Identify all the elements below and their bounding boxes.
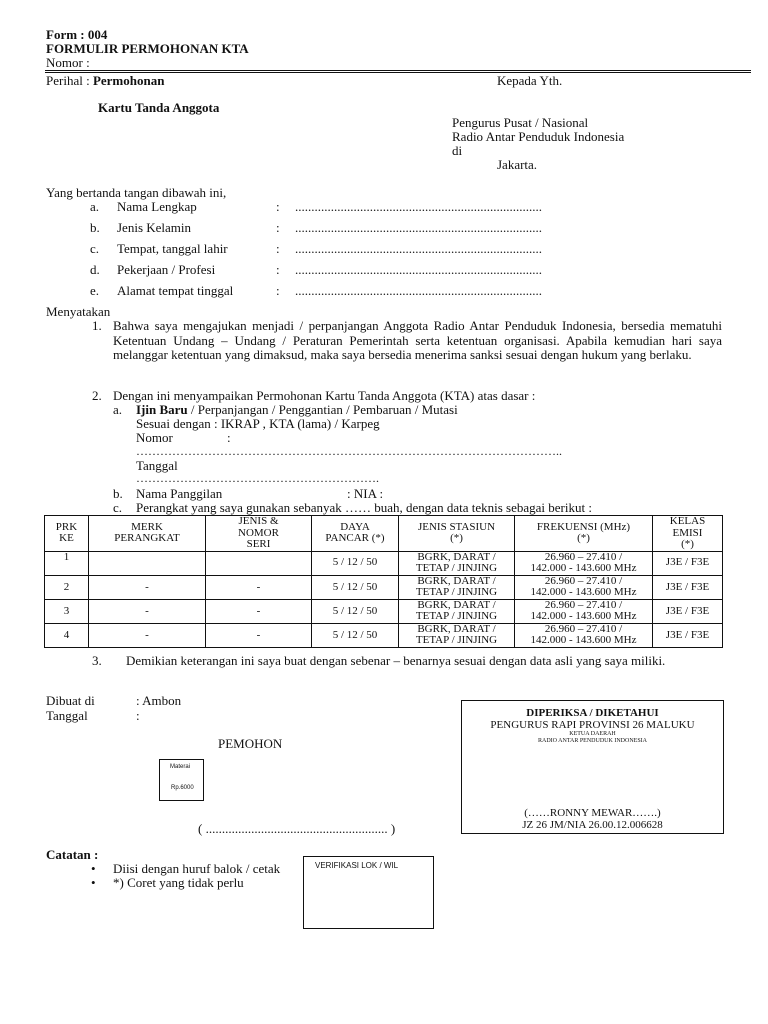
bullet-icon: • [91,875,96,890]
cell-emisi: J3E / F3E [653,575,723,599]
field-input-pekerjaan[interactable]: ............................................................................ [295,262,542,277]
cell-seri[interactable]: - [206,575,312,599]
perihal-label: Perihal : [46,73,93,88]
cell-frekuensi: 26.960 – 27.410 / 142.000 - 143.600 MHz [515,575,653,599]
menyatakan-heading: Menyatakan [46,304,111,319]
header-frekuensi: FREKUENSI (MHz) (*) [515,516,653,552]
point2-sesuai: Sesuai dengan : IKRAP , KTA (lama) / Karpeg [136,416,380,431]
perihal [46,74,164,88]
point2-c-text: Perangkat yang saya gunakan sebanyak …… buah, dengan data teknis sebagai berikut : [136,500,592,515]
point2-nomor-label: Nomor [136,430,173,445]
point2-nomor-input[interactable]: …………………………………………………………………………………………….. [136,444,562,458]
field-input-kelamin[interactable]: ............................................................................ [295,220,542,235]
catatan-item: *) Coret yang tidak perlu [113,875,244,890]
table-row [45,575,723,599]
point2-c-letter: c. [113,500,123,515]
approval-subtitle: PENGURUS RAPI PROVINSI 26 MALUKU [490,719,695,731]
cell-no: 1 [45,551,89,575]
materai-value: Rp.6000 [171,785,194,791]
kepada-line4: Jakarta. [497,157,538,172]
cell-daya: 5 / 12 / 50 [312,551,399,575]
field-colon: : [276,283,280,298]
cell-seri[interactable] [206,551,312,575]
cell-emisi: J3E / F3E [653,551,723,575]
device-table [44,515,723,648]
point1-number: 1. [92,318,102,333]
form-title: FORMULIR PERMOHONAN KTA [46,41,249,56]
cell-stasiun: BGRK, DARAT / TETAP / JINJING [399,575,515,599]
field-letter: a. [90,199,100,214]
table-header-row [45,516,723,552]
cell-merk[interactable] [89,551,206,575]
point2-b-label: Nama Panggilan [136,486,223,501]
field-label-nama: Nama Lengkap [117,199,197,214]
kepada-line3: di [452,143,463,158]
materai-label: Materai [170,764,191,770]
approval-id: JZ 26 JM/NIA 26.00.12.006628 [522,819,663,831]
approval-box [461,700,724,834]
table-row [45,599,723,623]
point2-number: 2. [92,388,102,403]
cell-seri[interactable]: - [206,599,312,623]
cell-merk[interactable]: - [89,599,206,623]
point2-b-letter: b. [113,486,123,501]
cell-frekuensi: 26.960 – 27.410 / 142.000 - 143.600 MHz [515,623,653,647]
field-label-ttl: Tempat, tanggal lahir [117,241,228,256]
option-ijin-baru[interactable]: Ijin Baru [136,402,188,417]
perihal-line2: Kartu Tanda Anggota [98,100,220,115]
point2-b-nia: : NIA : [347,486,384,501]
field-letter: c. [90,241,100,256]
cell-frekuensi: 26.960 – 27.410 / 142.000 - 143.600 MHz [515,599,653,623]
header-merk: MERK PERANGKAT [89,516,206,552]
field-letter: e. [90,283,100,298]
materai-stamp [159,759,204,801]
cell-no: 4 [45,623,89,647]
field-colon: : [276,262,280,277]
cell-emisi: J3E / F3E [653,623,723,647]
field-input-alamat[interactable]: ............................................................................ [295,283,542,298]
field-letter: b. [90,220,100,235]
cell-no: 2 [45,575,89,599]
point2-tanggal-input[interactable]: ……………………………………………………. [136,471,379,485]
tanggal-colon: : [136,708,140,723]
option-others: / Perpanjangan / Penggantian / Pembaruan / Mutasi [187,402,458,417]
point2-a-letter: a. [113,402,123,417]
approval-small2: RADIO ANTAR PENDUDUK INDONESIA [537,738,648,744]
table-row [45,551,723,575]
field-colon: : [276,241,280,256]
cell-stasiun: BGRK, DARAT / TETAP / JINJING [399,551,515,575]
cell-merk[interactable]: - [89,623,206,647]
field-label-alamat: Alamat tempat tinggal [117,283,234,298]
perihal-value: Permohonan [92,73,165,88]
cell-stasiun: BGRK, DARAT / TETAP / JINJING [399,599,515,623]
header-prk: PRK KE [45,516,89,552]
point2-text: Dengan ini menyampaikan Permohonan Kartu Tanda Anggota (KTA) atas dasar : [113,388,536,403]
header-emisi: KELAS EMISI (*) [653,516,723,552]
header-rule-top [45,70,751,71]
field-colon: : [276,199,280,214]
intro-text: Yang bertanda tangan dibawah ini, [46,185,227,200]
point3-text: Demikian keterangan ini saya buat dengan sebenar – benarnya sesuai dengan data asli yang saya miliki. [126,653,666,668]
kepada-line1: Pengurus Pusat / Nasional [452,115,589,130]
form-number: Form : 004 [46,27,108,42]
catatan-item: Diisi dengan huruf balok / cetak [113,861,281,876]
cell-daya: 5 / 12 / 50 [312,599,399,623]
bullet-icon: • [91,861,96,876]
pemohon-title: PEMOHON [218,736,283,751]
point2-nomor-colon: : [227,430,231,445]
catatan-title: Catatan : [46,847,99,862]
dibuat-value: : Ambon [136,693,182,708]
field-label-pekerjaan: Pekerjaan / Profesi [117,262,216,277]
cell-frekuensi: 26.960 – 27.410 / 142.000 - 143.600 MHz [515,551,653,575]
cell-daya: 5 / 12 / 50 [312,623,399,647]
tanggal-label: Tanggal [46,708,88,723]
nomor-label: Nomor : [46,55,90,70]
point2-tanggal-label: Tanggal [136,458,178,473]
cell-emisi: J3E / F3E [653,599,723,623]
point1-text: Bahwa saya mengajukan menjadi / perpanjangan Anggota Radio Antar Penduduk Indonesia, bersedia mematuhi Ketentuan Undang – Undang / Peraturan Pemerintah serta ketentuan organisasi. Apabila kemudian hari saya melanggar ketentuan yang dimaksud, maka saya bersedia menerima sanksi sesuai dengan hukum yang berlaku. [113,318,722,363]
cell-seri[interactable]: - [206,623,312,647]
field-colon: : [276,220,280,235]
approval-title: DIPERIKSA / DIKETAHUI [526,707,659,719]
cell-stasiun: BGRK, DARAT / TETAP / JINJING [399,623,515,647]
header-seri: JENIS & NOMOR SERI [206,516,312,552]
cell-daya: 5 / 12 / 50 [312,575,399,599]
point3-number: 3. [92,653,102,668]
kepada-yth: Kepada Yth. [497,73,563,88]
field-input-nama[interactable]: ............................................................................ [295,199,542,214]
cell-no: 3 [45,599,89,623]
field-input-ttl[interactable]: ............................................................................ [295,241,542,256]
approval-small1: KETUA DAERAH [569,731,616,737]
verifikasi-box[interactable] [303,856,434,929]
cell-merk[interactable]: - [89,575,206,599]
kepada-line2: Radio Antar Penduduk Indonesia [452,129,625,144]
approval-name: (……RONNY MEWAR…….) [524,807,661,819]
table-row [45,623,723,647]
field-letter: d. [90,262,100,277]
dibuat-label: Dibuat di [46,693,95,708]
header-daya: DAYA PANCAR (*) [312,516,399,552]
field-label-kelamin: Jenis Kelamin [117,220,192,235]
header-stasiun: JENIS STASIUN (*) [399,516,515,552]
verifikasi-label: VERIFIKASI LOK / WIL [315,861,399,870]
pemohon-sign-line[interactable]: ( ........................................................ ) [198,821,396,836]
